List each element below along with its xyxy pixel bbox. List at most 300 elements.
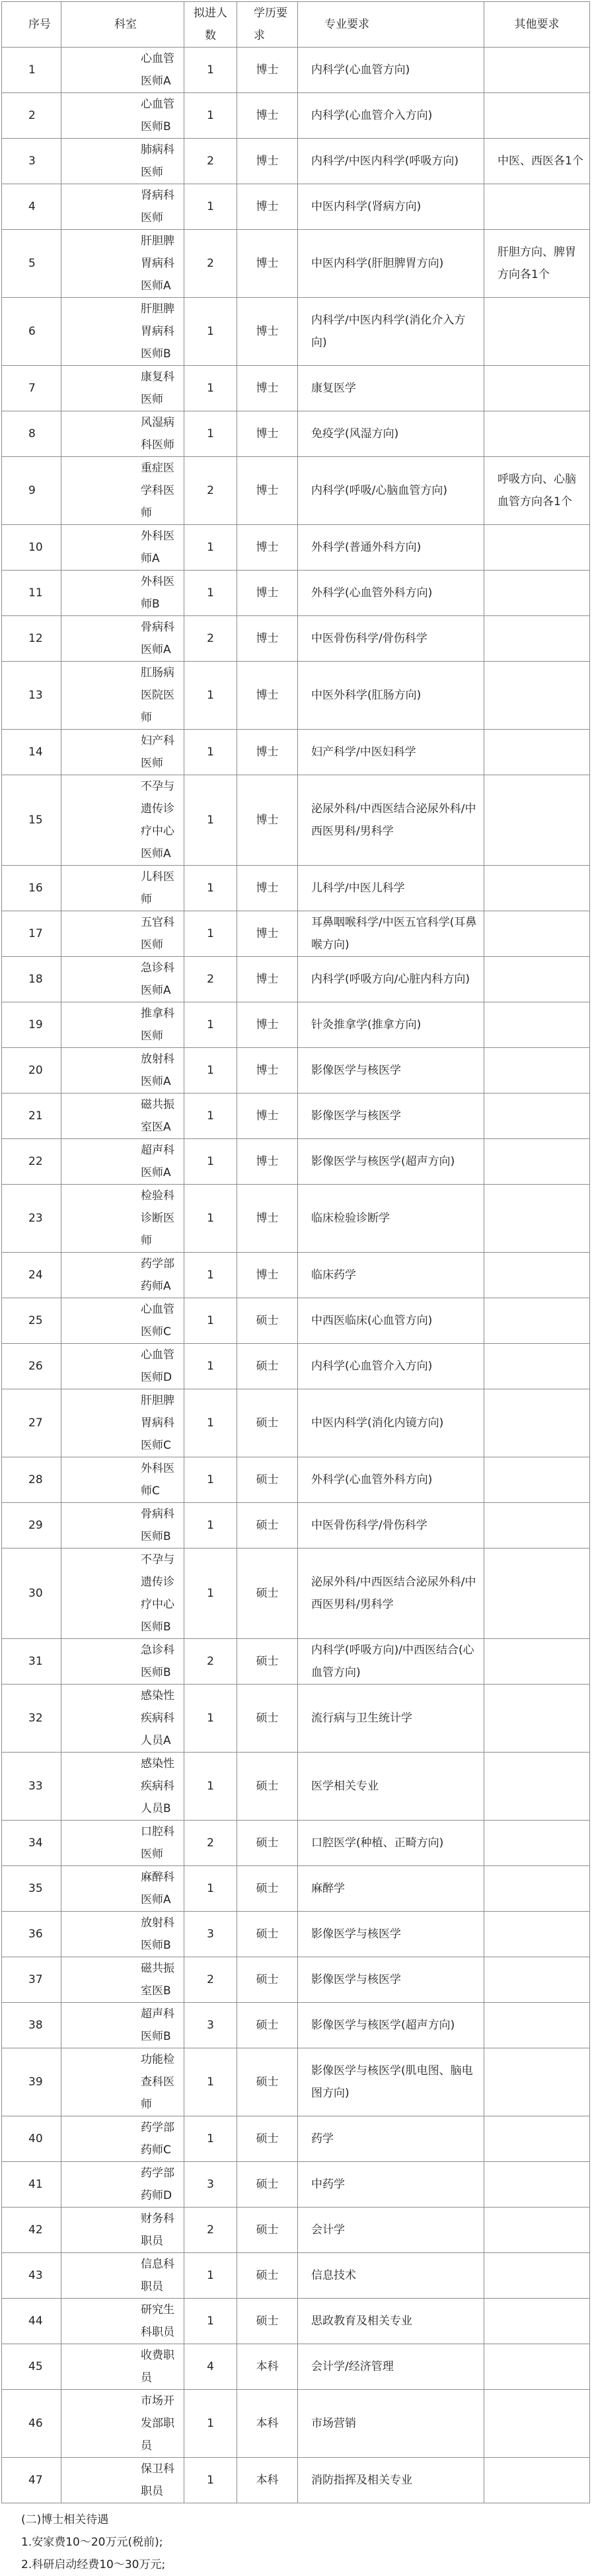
row-other	[484, 2458, 590, 2503]
table-row	[2, 298, 590, 366]
row-idx: 33	[2, 1753, 61, 1821]
table-row	[2, 2458, 590, 2503]
table-row	[2, 775, 590, 866]
row-num: 1	[184, 911, 237, 957]
row-edu: 硕士	[237, 2048, 298, 2116]
table-row	[2, 411, 590, 457]
row-num: 3	[184, 2003, 237, 2048]
table-row	[2, 2299, 590, 2344]
row-idx: 8	[2, 411, 61, 457]
row-idx: 32	[2, 1685, 61, 1753]
row-edu: 硕士	[237, 1298, 298, 1344]
row-edu: 硕士	[237, 1503, 298, 1549]
row-idx: 42	[2, 2208, 61, 2253]
row-major: 内科学(呼吸方向/心脏内科方向)	[298, 957, 484, 1002]
row-idx: 29	[2, 1503, 61, 1549]
row-edu: 硕士	[237, 1957, 298, 2003]
row-edu: 硕士	[237, 2162, 298, 2208]
row-other	[484, 616, 590, 662]
row-dept: 外科医师A	[61, 525, 184, 571]
row-other	[484, 2299, 590, 2344]
row-other	[484, 1753, 590, 1821]
row-edu: 硕士	[237, 1753, 298, 1821]
row-other: 肝胆方向、脾胃方向各1个	[484, 230, 590, 298]
row-edu: 博士	[237, 366, 298, 411]
row-idx: 41	[2, 2162, 61, 2208]
row-idx: 9	[2, 457, 61, 525]
row-edu: 博士	[237, 730, 298, 775]
table-row	[2, 616, 590, 662]
row-edu: 博士	[237, 230, 298, 298]
row-major: 中医骨伤科学/骨伤科学	[298, 616, 484, 662]
row-idx: 20	[2, 1048, 61, 1094]
row-dept: 放射科医师A	[61, 1048, 184, 1094]
row-other	[484, 184, 590, 230]
header-idx: 序号	[2, 2, 61, 48]
table-row	[2, 2253, 590, 2299]
row-major: 外科学(心血管外科方向)	[298, 571, 484, 616]
table-row	[2, 1048, 590, 1094]
row-dept: 康复科医师	[61, 366, 184, 411]
row-major: 内科学/中医内科学(呼吸方向)	[298, 139, 484, 184]
row-num: 2	[184, 457, 237, 525]
row-other	[484, 366, 590, 411]
row-other	[484, 525, 590, 571]
row-major: 泌尿外科/中西医结合泌尿外科/中西医男科/男科学	[298, 775, 484, 866]
row-dept: 肛肠病医院医师	[61, 662, 184, 730]
row-dept: 心血管医师D	[61, 1344, 184, 1389]
row-edu: 硕士	[237, 2003, 298, 2048]
table-row	[2, 957, 590, 1002]
row-edu: 硕士	[237, 1639, 298, 1685]
row-other	[484, 571, 590, 616]
row-major: 免疫学(风湿方向)	[298, 411, 484, 457]
row-other	[484, 1094, 590, 1139]
row-idx: 40	[2, 2116, 61, 2162]
row-idx: 18	[2, 957, 61, 1002]
row-num: 1	[184, 1253, 237, 1298]
table-row	[2, 1549, 590, 1639]
table-row	[2, 1821, 590, 1866]
footer-section-title: (二)博士相关待遇	[21, 2513, 109, 2526]
row-idx: 3	[2, 139, 61, 184]
row-idx: 46	[2, 2390, 61, 2458]
row-dept: 感染性疾病科人员B	[61, 1753, 184, 1821]
row-edu: 博士	[237, 957, 298, 1002]
row-dept: 妇产科医师	[61, 730, 184, 775]
table-row	[2, 1685, 590, 1753]
row-other	[484, 1639, 590, 1685]
row-major: 中医外科学(肛肠方向)	[298, 662, 484, 730]
row-other	[484, 411, 590, 457]
row-idx: 25	[2, 1298, 61, 1344]
row-num: 1	[184, 298, 237, 366]
table-row	[2, 1094, 590, 1139]
row-other	[484, 2208, 590, 2253]
row-other	[484, 775, 590, 866]
row-edu: 博士	[237, 1002, 298, 1048]
table-row	[2, 2048, 590, 2116]
row-dept: 重症医学科医师	[61, 457, 184, 525]
row-dept: 市场开发部职员	[61, 2390, 184, 2458]
header-num: 拟进人数	[184, 2, 237, 48]
row-dept: 五官科医师	[61, 911, 184, 957]
row-edu: 硕士	[237, 1821, 298, 1866]
row-dept: 药学部药师A	[61, 1253, 184, 1298]
row-num: 1	[184, 1185, 237, 1253]
row-num: 3	[184, 2162, 237, 2208]
row-major: 外科学(心血管外科方向)	[298, 1457, 484, 1503]
row-idx: 23	[2, 1185, 61, 1253]
row-other	[484, 2390, 590, 2458]
row-other	[484, 1389, 590, 1457]
row-num: 2	[184, 1639, 237, 1685]
row-num: 2	[184, 2208, 237, 2253]
row-num: 1	[184, 1139, 237, 1185]
row-num: 1	[184, 366, 237, 411]
row-major: 消防指挥及相关专业	[298, 2458, 484, 2503]
row-idx: 14	[2, 730, 61, 775]
row-dept: 感染性疾病科人员A	[61, 1685, 184, 1753]
row-edu: 博士	[237, 525, 298, 571]
row-major: 麻醉学	[298, 1866, 484, 1912]
row-dept: 肾病科医师	[61, 184, 184, 230]
row-idx: 39	[2, 2048, 61, 2116]
row-dept: 风湿病科医师	[61, 411, 184, 457]
row-other	[484, 93, 590, 139]
row-other	[484, 866, 590, 911]
row-dept: 推拿科医师	[61, 1002, 184, 1048]
row-idx: 24	[2, 1253, 61, 1298]
row-edu: 博士	[237, 571, 298, 616]
table-row	[2, 1253, 590, 1298]
row-num: 1	[184, 2299, 237, 2344]
row-idx: 45	[2, 2344, 61, 2390]
table-row	[2, 2390, 590, 2458]
row-idx: 30	[2, 1549, 61, 1639]
table-row	[2, 1503, 590, 1549]
row-other	[484, 1457, 590, 1503]
row-num: 2	[184, 957, 237, 1002]
row-idx: 11	[2, 571, 61, 616]
row-dept: 药学部药师D	[61, 2162, 184, 2208]
row-major: 影像医学与核医学	[298, 1912, 484, 1957]
row-major: 中药学	[298, 2162, 484, 2208]
row-other	[484, 2253, 590, 2299]
row-num: 1	[184, 775, 237, 866]
row-num: 2	[184, 139, 237, 184]
row-edu: 硕士	[237, 1549, 298, 1639]
row-major: 儿科学/中医儿科学	[298, 866, 484, 911]
row-dept: 财务科职员	[61, 2208, 184, 2253]
row-num: 2	[184, 230, 237, 298]
row-other	[484, 662, 590, 730]
row-other	[484, 1298, 590, 1344]
row-dept: 不孕与遗传诊疗中心医师A	[61, 775, 184, 866]
row-edu: 本科	[237, 2390, 298, 2458]
row-num: 1	[184, 1549, 237, 1639]
row-major: 影像医学与核医学(超声方向)	[298, 1139, 484, 1185]
table-row	[2, 1389, 590, 1457]
footer-item-2: 2.科研启动经费10～30万元;	[21, 2558, 166, 2571]
row-idx: 4	[2, 184, 61, 230]
row-num: 1	[184, 662, 237, 730]
row-edu: 博士	[237, 866, 298, 911]
row-edu: 本科	[237, 2344, 298, 2390]
row-idx: 19	[2, 1002, 61, 1048]
row-dept: 外科医师C	[61, 1457, 184, 1503]
row-idx: 16	[2, 866, 61, 911]
row-dept: 不孕与遗传诊疗中心医师B	[61, 1549, 184, 1639]
row-idx: 17	[2, 911, 61, 957]
table-header-row	[2, 2, 590, 48]
row-dept: 信息科职员	[61, 2253, 184, 2299]
row-other	[484, 2116, 590, 2162]
table-row	[2, 1912, 590, 1957]
row-dept: 心血管医师A	[61, 48, 184, 93]
table-row	[2, 1344, 590, 1389]
row-idx: 15	[2, 775, 61, 866]
row-idx: 5	[2, 230, 61, 298]
table-row	[2, 1957, 590, 2003]
row-num: 2	[184, 616, 237, 662]
row-dept: 骨病科医师A	[61, 616, 184, 662]
row-edu: 博士	[237, 662, 298, 730]
row-idx: 34	[2, 1821, 61, 1866]
row-edu: 硕士	[237, 1457, 298, 1503]
row-other: 中医、西医各1个	[484, 139, 590, 184]
row-idx: 28	[2, 1457, 61, 1503]
row-num: 1	[184, 2390, 237, 2458]
row-edu: 硕士	[237, 1912, 298, 1957]
row-num: 1	[184, 866, 237, 911]
row-major: 药学	[298, 2116, 484, 2162]
row-num: 1	[184, 730, 237, 775]
row-dept: 心血管医师B	[61, 93, 184, 139]
row-num: 1	[184, 571, 237, 616]
table-row	[2, 2003, 590, 2048]
row-edu: 博士	[237, 139, 298, 184]
row-other	[484, 957, 590, 1002]
row-dept: 肝胆脾胃病科医师A	[61, 230, 184, 298]
row-edu: 博士	[237, 411, 298, 457]
row-num: 1	[184, 1344, 237, 1389]
row-dept: 检验科诊断医师	[61, 1185, 184, 1253]
table-row	[2, 1185, 590, 1253]
row-major: 内科学(心血管介入方向)	[298, 93, 484, 139]
row-dept: 功能检查科医师	[61, 2048, 184, 2116]
row-dept: 急诊科医师B	[61, 1639, 184, 1685]
row-edu: 本科	[237, 2458, 298, 2503]
row-idx: 22	[2, 1139, 61, 1185]
table-row	[2, 48, 590, 93]
header-dept: 科室	[61, 2, 184, 48]
row-major: 中医骨伤科学/骨伤科学	[298, 1503, 484, 1549]
table-row	[2, 866, 590, 911]
row-num: 2	[184, 1957, 237, 2003]
row-edu: 博士	[237, 93, 298, 139]
row-edu: 硕士	[237, 2208, 298, 2253]
row-major: 影像医学与核医学(肌电图、脑电图方向)	[298, 2048, 484, 2116]
row-edu: 硕士	[237, 2116, 298, 2162]
row-idx: 44	[2, 2299, 61, 2344]
row-idx: 27	[2, 1389, 61, 1457]
row-num: 1	[184, 1298, 237, 1344]
row-num: 3	[184, 1912, 237, 1957]
row-other	[484, 2003, 590, 2048]
row-other	[484, 1957, 590, 2003]
table-row	[2, 93, 590, 139]
table-row	[2, 911, 590, 957]
row-other	[484, 2162, 590, 2208]
row-major: 内科学(心血管介入方向)	[298, 1344, 484, 1389]
row-edu: 博士	[237, 1139, 298, 1185]
row-idx: 10	[2, 525, 61, 571]
row-other	[484, 911, 590, 957]
row-major: 会计学	[298, 2208, 484, 2253]
row-other: 呼吸方向、心脑血管方向各1个	[484, 457, 590, 525]
row-edu: 博士	[237, 184, 298, 230]
row-dept: 磁共振室医B	[61, 1957, 184, 2003]
row-edu: 博士	[237, 1185, 298, 1253]
footer-item-1: 1.安家费10～20万元(税前);	[21, 2536, 163, 2549]
table-row	[2, 730, 590, 775]
row-idx: 38	[2, 2003, 61, 2048]
table-row	[2, 1457, 590, 1503]
row-edu: 硕士	[237, 1344, 298, 1389]
row-dept: 骨病科医师B	[61, 1503, 184, 1549]
row-num: 1	[184, 1685, 237, 1753]
row-other	[484, 1685, 590, 1753]
table-row	[2, 1002, 590, 1048]
row-num: 1	[184, 1094, 237, 1139]
row-dept: 超声科医师B	[61, 2003, 184, 2048]
row-num: 1	[184, 2253, 237, 2299]
table-row	[2, 2208, 590, 2253]
row-edu: 博士	[237, 48, 298, 93]
row-num: 1	[184, 1753, 237, 1821]
row-dept: 放射科医师B	[61, 1912, 184, 1957]
row-idx: 31	[2, 1639, 61, 1685]
row-other	[484, 1344, 590, 1389]
row-edu: 博士	[237, 1094, 298, 1139]
table-row	[2, 2344, 590, 2390]
row-idx: 47	[2, 2458, 61, 2503]
table-row	[2, 184, 590, 230]
row-other	[484, 1002, 590, 1048]
table-row	[2, 2162, 590, 2208]
row-dept: 肺病科医师	[61, 139, 184, 184]
table-row	[2, 1866, 590, 1912]
row-num: 4	[184, 2344, 237, 2390]
row-idx: 37	[2, 1957, 61, 2003]
row-edu: 硕士	[237, 1685, 298, 1753]
row-idx: 1	[2, 48, 61, 93]
header-other: 其他要求	[484, 2, 590, 48]
row-major: 耳鼻咽喉科学/中医五官科学(耳鼻喉方向)	[298, 911, 484, 957]
row-num: 1	[184, 1002, 237, 1048]
table-row	[2, 1639, 590, 1685]
row-edu: 硕士	[237, 1866, 298, 1912]
row-major: 影像医学与核医学	[298, 1957, 484, 2003]
row-num: 1	[184, 1503, 237, 1549]
row-idx: 7	[2, 366, 61, 411]
header-edu: 学历要求	[237, 2, 298, 48]
row-num: 1	[184, 1048, 237, 1094]
recruitment-table	[1, 1, 590, 2503]
row-num: 1	[184, 1457, 237, 1503]
row-num: 1	[184, 184, 237, 230]
row-idx: 13	[2, 662, 61, 730]
row-edu: 博士	[237, 1048, 298, 1094]
row-major: 康复医学	[298, 366, 484, 411]
row-major: 外科学(普通外科方向)	[298, 525, 484, 571]
row-edu: 硕士	[237, 1389, 298, 1457]
row-major: 市场营销	[298, 2390, 484, 2458]
row-idx: 35	[2, 1866, 61, 1912]
row-other	[484, 730, 590, 775]
row-edu: 博士	[237, 911, 298, 957]
row-edu: 博士	[237, 298, 298, 366]
table-row	[2, 571, 590, 616]
row-other	[484, 48, 590, 93]
row-dept: 儿科医师	[61, 866, 184, 911]
row-major: 针灸推拿学(推拿方向)	[298, 1002, 484, 1048]
row-major: 会计学/经济管理	[298, 2344, 484, 2390]
row-major: 信息技术	[298, 2253, 484, 2299]
table-body	[2, 48, 590, 2503]
row-major: 内科学/中医内科学(消化介入方向)	[298, 298, 484, 366]
row-dept: 急诊科医师A	[61, 957, 184, 1002]
table-row	[2, 1753, 590, 1821]
row-other	[484, 1139, 590, 1185]
row-edu: 硕士	[237, 2299, 298, 2344]
row-num: 1	[184, 1866, 237, 1912]
header-major: 专业要求	[298, 2, 484, 48]
row-other	[484, 2344, 590, 2390]
row-major: 临床检验诊断学	[298, 1185, 484, 1253]
row-dept: 收费职员	[61, 2344, 184, 2390]
row-num: 1	[184, 48, 237, 93]
row-major: 内科学(心血管方向)	[298, 48, 484, 93]
row-major: 口腔医学(种植、正畸方向)	[298, 1821, 484, 1866]
row-dept: 研究生科职员	[61, 2299, 184, 2344]
row-dept: 磁共振室医A	[61, 1094, 184, 1139]
row-dept: 肝胆脾胃病科医师B	[61, 298, 184, 366]
row-idx: 26	[2, 1344, 61, 1389]
row-idx: 21	[2, 1094, 61, 1139]
table-row	[2, 366, 590, 411]
row-edu: 博士	[237, 457, 298, 525]
row-major: 影像医学与核医学(超声方向)	[298, 2003, 484, 2048]
table-row	[2, 230, 590, 298]
row-idx: 12	[2, 616, 61, 662]
row-other	[484, 298, 590, 366]
row-num: 1	[184, 411, 237, 457]
row-dept: 药学部药师C	[61, 2116, 184, 2162]
table-row	[2, 662, 590, 730]
row-dept: 超声科医师A	[61, 1139, 184, 1185]
row-idx: 43	[2, 2253, 61, 2299]
row-major: 内科学(呼吸/心脑血管方向)	[298, 457, 484, 525]
row-other	[484, 1912, 590, 1957]
row-dept: 麻醉科医师A	[61, 1866, 184, 1912]
row-edu: 硕士	[237, 2253, 298, 2299]
table-row	[2, 139, 590, 184]
row-num: 1	[184, 1389, 237, 1457]
row-idx: 2	[2, 93, 61, 139]
row-major: 中医内科学(肾病方向)	[298, 184, 484, 230]
